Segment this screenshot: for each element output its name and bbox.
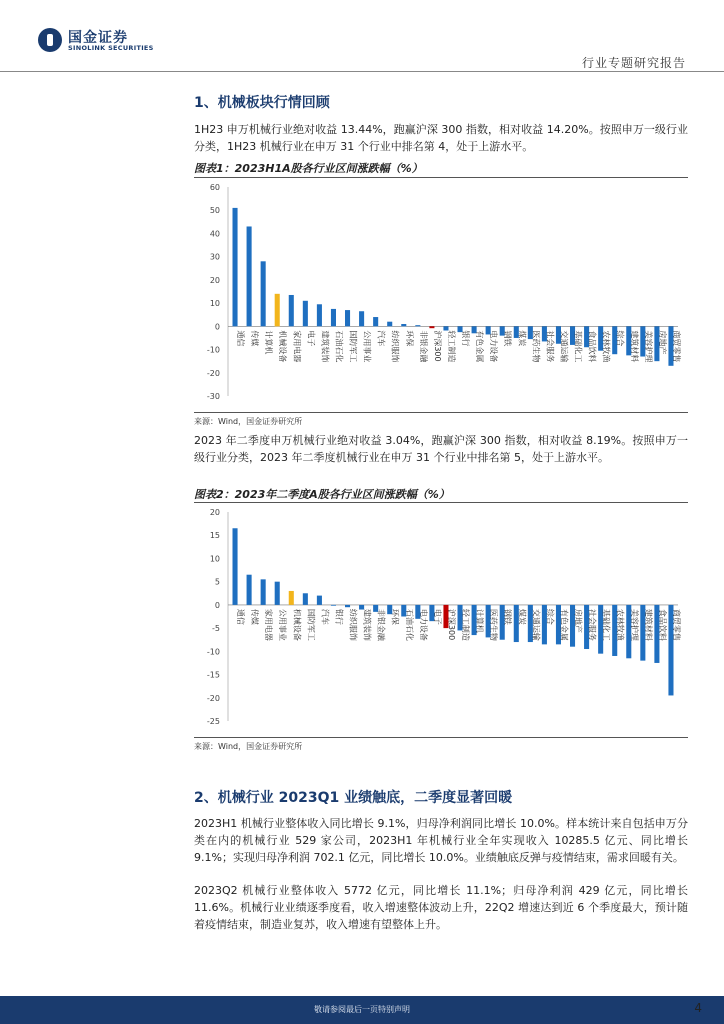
y-tick-label: -10 bbox=[206, 647, 220, 657]
bar-industry bbox=[415, 325, 420, 326]
bar-industry bbox=[247, 575, 252, 605]
category-label: 钢铁 bbox=[503, 608, 513, 625]
y-tick-label: 40 bbox=[209, 229, 220, 239]
bar-industry bbox=[317, 304, 322, 326]
category-label: 家用电器 bbox=[292, 330, 302, 363]
category-label: 沪深300 bbox=[432, 330, 442, 362]
category-label: 电子 bbox=[306, 330, 316, 347]
y-tick-label: 0 bbox=[214, 322, 220, 332]
y-tick-label: 15 bbox=[209, 531, 220, 541]
report-type-label: 行业专题研究报告 bbox=[581, 56, 686, 70]
footer-bar bbox=[0, 996, 724, 1024]
category-label: 纺织服饰 bbox=[390, 330, 400, 363]
category-label: 公用事业 bbox=[362, 330, 372, 363]
bar-industry bbox=[233, 208, 238, 326]
category-label: 煤炭 bbox=[517, 608, 527, 625]
bar-industry bbox=[289, 295, 294, 326]
page-number: 4 bbox=[694, 1001, 702, 1015]
category-label: 房地产 bbox=[573, 608, 583, 633]
header-divider bbox=[0, 71, 724, 72]
category-label: 煤炭 bbox=[517, 330, 527, 347]
y-tick-label: -5 bbox=[212, 624, 220, 634]
figure2-bar-chart bbox=[194, 503, 688, 735]
bar-hs300 bbox=[429, 326, 434, 328]
section2-paragraph-2: 2023Q2 机械行业整体收入 5772 亿元，同比增长 11.1%；归母净利润 429 亿元，同比增长 11.6%。机械行业业绩逐季度看，收入增速整体波动上升，22Q2 增速达到近 6 个季度最大，预计随着疫情结束，制造业复苏，收入增速有望整体上升。 bbox=[194, 884, 688, 931]
bar-machinery bbox=[289, 591, 294, 605]
category-label: 房地产 bbox=[657, 330, 667, 355]
category-label: 基础化工 bbox=[573, 330, 583, 363]
logo-icon bbox=[38, 28, 62, 52]
category-label: 国防军工 bbox=[348, 330, 358, 363]
category-label: 传媒 bbox=[250, 608, 260, 625]
category-label: 食品饮料 bbox=[657, 608, 667, 641]
category-label: 传媒 bbox=[250, 330, 260, 347]
bar-industry bbox=[331, 605, 336, 606]
y-tick-label: -10 bbox=[206, 345, 220, 355]
category-label: 建筑装饰 bbox=[320, 330, 330, 363]
category-label: 美容护理 bbox=[629, 608, 639, 641]
y-tick-label: 60 bbox=[209, 183, 220, 192]
section2-heading: 2、机械行业 2023Q1 业绩触底，二季度显著回暖 bbox=[194, 790, 513, 806]
category-label: 机械设备 bbox=[292, 608, 302, 641]
category-label: 石油石化 bbox=[404, 608, 414, 641]
category-label: 商贸零售 bbox=[671, 330, 681, 363]
category-label: 电力设备 bbox=[418, 608, 428, 641]
bar-industry bbox=[303, 593, 308, 605]
category-label: 家用电器 bbox=[264, 608, 274, 641]
category-label: 汽车 bbox=[320, 608, 330, 625]
logo-english-name: SINOLINK SECURITIES bbox=[68, 44, 154, 52]
y-tick-label: 50 bbox=[209, 206, 220, 216]
category-label: 公用事业 bbox=[278, 608, 288, 641]
y-tick-label: -25 bbox=[206, 717, 220, 726]
category-label: 国防军工 bbox=[306, 608, 316, 641]
bar-industry bbox=[261, 261, 266, 326]
bar-industry bbox=[359, 311, 364, 326]
category-label: 轻工制造 bbox=[461, 608, 471, 641]
y-tick-label: 20 bbox=[209, 508, 220, 517]
figure1-source: 来源：Wind，国金证券研究所 bbox=[194, 417, 303, 426]
category-label: 交通运输 bbox=[531, 608, 541, 641]
y-tick-label: -15 bbox=[206, 670, 220, 680]
bar-industry bbox=[317, 596, 322, 605]
category-label: 计算机 bbox=[264, 330, 274, 355]
figure2-bottom-rule bbox=[194, 737, 688, 738]
bar-industry bbox=[373, 317, 378, 326]
category-label: 轻工制造 bbox=[446, 330, 456, 363]
category-label: 交通运输 bbox=[559, 330, 569, 363]
category-label: 综合 bbox=[545, 608, 555, 625]
category-label: 社会服务 bbox=[545, 330, 555, 363]
category-label: 石油石化 bbox=[334, 330, 344, 363]
category-label: 机械设备 bbox=[278, 330, 288, 363]
category-label: 商贸零售 bbox=[671, 608, 681, 641]
category-label: 通信 bbox=[236, 608, 246, 625]
y-tick-label: 20 bbox=[209, 275, 220, 285]
figure2-title: 图表2：2023年二季度A股各行业区间涨跌幅（%） bbox=[194, 488, 450, 501]
section1-paragraph-2: 2023 年二季度申万机械行业绝对收益 3.04%，跑赢沪深 300 指数，相对收益 8.19%。按照申万一级行业分类，2023 年二季度机械行业在申万 31 个行业中排名第 5，处于上游水平。 bbox=[194, 434, 688, 464]
figure1-bar-chart bbox=[194, 178, 688, 410]
category-label: 银行 bbox=[334, 608, 344, 625]
bar-industry bbox=[261, 579, 266, 605]
category-label: 社会服务 bbox=[587, 608, 597, 641]
y-tick-label: -20 bbox=[206, 368, 220, 378]
category-label: 有色金属 bbox=[475, 330, 485, 363]
category-label: 钢铁 bbox=[503, 330, 513, 347]
bar-industry bbox=[247, 226, 252, 326]
category-label: 环保 bbox=[404, 330, 414, 347]
bar-industry bbox=[345, 310, 350, 326]
category-label: 环保 bbox=[390, 608, 400, 625]
category-label: 有色金属 bbox=[559, 608, 569, 641]
figure2-source: 来源：Wind，国金证券研究所 bbox=[194, 742, 303, 751]
figure1-bottom-rule bbox=[194, 412, 688, 413]
category-label: 电子 bbox=[432, 608, 442, 625]
category-label: 银行 bbox=[461, 330, 471, 347]
bar-industry bbox=[331, 309, 336, 326]
category-label: 计算机 bbox=[475, 608, 485, 633]
category-label: 通信 bbox=[236, 330, 246, 347]
category-label: 非银金融 bbox=[376, 608, 386, 641]
category-label: 纺织服饰 bbox=[348, 608, 358, 641]
y-tick-label: 10 bbox=[209, 554, 220, 564]
category-label: 综合 bbox=[615, 330, 625, 347]
logo-chinese-name: 国金证券 bbox=[68, 30, 128, 46]
category-label: 沪深300 bbox=[446, 608, 456, 641]
category-label: 非银金融 bbox=[418, 330, 428, 363]
section1-heading: 1、机械板块行情回顾 bbox=[194, 95, 330, 111]
category-label: 医药生物 bbox=[531, 330, 541, 363]
category-label: 建筑材料 bbox=[629, 330, 639, 363]
bar-industry bbox=[345, 605, 350, 607]
y-tick-label: 5 bbox=[214, 577, 220, 587]
y-tick-label: 0 bbox=[214, 600, 220, 610]
category-label: 食品饮料 bbox=[587, 330, 597, 363]
figure1-title: 图表1：2023H1A股各行业区间涨跌幅（%） bbox=[194, 162, 423, 175]
category-label: 农林牧渔 bbox=[601, 330, 611, 363]
category-label: 电力设备 bbox=[489, 330, 499, 363]
y-tick-label: -30 bbox=[206, 392, 220, 401]
category-label: 农林牧渔 bbox=[615, 608, 625, 641]
bar-industry bbox=[275, 582, 280, 605]
y-tick-label: -20 bbox=[206, 693, 220, 703]
category-label: 汽车 bbox=[376, 330, 386, 347]
y-tick-label: 30 bbox=[209, 252, 220, 262]
category-label: 美容护理 bbox=[643, 330, 653, 363]
bar-machinery bbox=[275, 294, 280, 327]
bar-industry bbox=[387, 322, 392, 327]
category-label: 建筑材料 bbox=[643, 608, 653, 641]
category-label: 医药生物 bbox=[489, 608, 499, 641]
category-label: 基础化工 bbox=[601, 608, 611, 641]
bar-industry bbox=[401, 324, 406, 326]
bar-industry bbox=[233, 528, 238, 605]
footer-disclaimer: 敬请参阅最后一页特别声明 bbox=[314, 1005, 410, 1014]
category-label: 建筑装饰 bbox=[362, 608, 372, 641]
y-tick-label: 10 bbox=[209, 299, 220, 309]
section1-paragraph-1: 1H23 申万机械行业绝对收益 13.44%，跑赢沪深 300 指数，相对收益 14.20%。按照申万一级行业分类，1H23 机械行业在申万 31 个行业中排名第 4，处于上游水平。 bbox=[194, 123, 688, 153]
bar-industry bbox=[303, 301, 308, 327]
section2-paragraph-1: 2023H1 机械行业整体收入同比增长 9.1%，归母净利润同比增长 10.0%。样本统计来自包括申万分类在内的机械行业 529 家公司，2023H1 年机械行业全年实现收入 10285.5 亿元、同比增长 9.1%；实现归母净利润 702.1 亿元，同比增长 10.0%。业绩触底反弹与疫情结束，需求回暖有关。 bbox=[194, 817, 688, 864]
